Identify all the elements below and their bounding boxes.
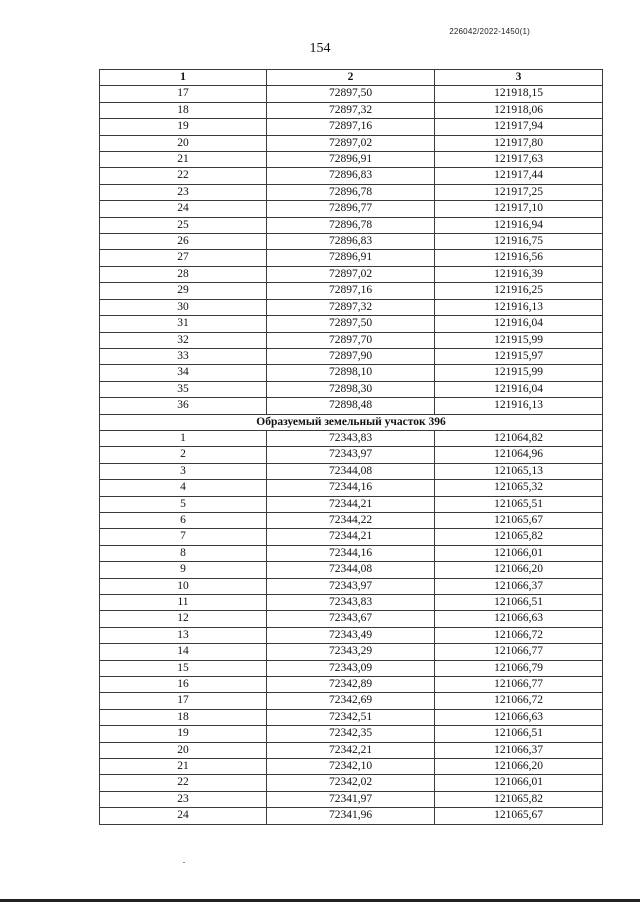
x-coordinate-cell: 72343,49 (267, 627, 435, 643)
y-coordinate-cell: 121916,04 (435, 316, 603, 332)
x-coordinate-cell: 72897,16 (267, 119, 435, 135)
y-coordinate-cell: 121064,96 (435, 447, 603, 463)
y-coordinate-cell: 121916,75 (435, 234, 603, 250)
table-row (100, 299, 603, 315)
table-row (100, 201, 603, 217)
table-row (100, 266, 603, 282)
x-coordinate-cell: 72896,77 (267, 201, 435, 217)
y-coordinate-cell: 121066,51 (435, 595, 603, 611)
point-number-cell: 1 (100, 430, 267, 446)
x-coordinate-cell: 72343,83 (267, 595, 435, 611)
table-row (100, 365, 603, 381)
x-coordinate-cell: 72897,90 (267, 348, 435, 364)
x-coordinate-cell: 72341,97 (267, 791, 435, 807)
y-coordinate-cell: 121915,97 (435, 348, 603, 364)
table-body-previous-parcel (100, 86, 603, 414)
y-coordinate-cell: 121917,94 (435, 119, 603, 135)
y-coordinate-cell: 121065,13 (435, 463, 603, 479)
x-coordinate-cell: 72897,50 (267, 86, 435, 102)
table-row (100, 119, 603, 135)
y-coordinate-cell: 121916,94 (435, 217, 603, 233)
x-coordinate-cell: 72896,91 (267, 152, 435, 168)
table-row (100, 332, 603, 348)
x-coordinate-cell: 72896,91 (267, 250, 435, 266)
table-row (100, 529, 603, 545)
point-number-cell: 30 (100, 299, 267, 315)
x-coordinate-cell: 72897,70 (267, 332, 435, 348)
y-coordinate-cell: 121066,37 (435, 742, 603, 758)
x-coordinate-cell: 72342,69 (267, 693, 435, 709)
point-number-cell: 21 (100, 759, 267, 775)
point-number-cell: 22 (100, 775, 267, 791)
x-coordinate-cell: 72343,67 (267, 611, 435, 627)
x-coordinate-cell: 72344,08 (267, 562, 435, 578)
point-number-cell: 32 (100, 332, 267, 348)
table-row (100, 496, 603, 512)
point-number-cell: 29 (100, 283, 267, 299)
point-number-cell: 7 (100, 529, 267, 545)
x-coordinate-cell: 72897,02 (267, 135, 435, 151)
y-coordinate-cell: 121066,72 (435, 627, 603, 643)
table-row (100, 611, 603, 627)
table-row (100, 677, 603, 693)
y-coordinate-cell: 121066,37 (435, 578, 603, 594)
y-coordinate-cell: 121917,63 (435, 152, 603, 168)
x-coordinate-cell: 72896,78 (267, 184, 435, 200)
y-coordinate-cell: 121065,82 (435, 791, 603, 807)
table-row (100, 250, 603, 266)
table-row (100, 791, 603, 807)
x-coordinate-cell: 72897,50 (267, 316, 435, 332)
table-row (100, 595, 603, 611)
section-title: Образуемый земельный участок 396 (100, 414, 603, 430)
point-number-cell: 17 (100, 86, 267, 102)
y-coordinate-cell: 121065,67 (435, 512, 603, 528)
x-coordinate-cell: 72898,30 (267, 381, 435, 397)
point-number-cell: 14 (100, 644, 267, 660)
y-coordinate-cell: 121066,01 (435, 775, 603, 791)
x-coordinate-cell: 72342,02 (267, 775, 435, 791)
y-coordinate-cell: 121915,99 (435, 332, 603, 348)
y-coordinate-cell: 121916,39 (435, 266, 603, 282)
point-number-cell: 19 (100, 119, 267, 135)
y-coordinate-cell: 121916,56 (435, 250, 603, 266)
point-number-cell: 9 (100, 562, 267, 578)
point-number-cell: 20 (100, 135, 267, 151)
coordinates-table (99, 69, 603, 825)
y-coordinate-cell: 121916,13 (435, 398, 603, 414)
y-coordinate-cell: 121917,10 (435, 201, 603, 217)
y-coordinate-cell: 121918,06 (435, 102, 603, 118)
point-number-cell: 12 (100, 611, 267, 627)
table-row (100, 86, 603, 102)
point-number-cell: 23 (100, 791, 267, 807)
point-number-cell: 5 (100, 496, 267, 512)
table-row (100, 381, 603, 397)
y-coordinate-cell: 121917,25 (435, 184, 603, 200)
y-coordinate-cell: 121066,77 (435, 677, 603, 693)
point-number-cell: 10 (100, 578, 267, 594)
table-row (100, 512, 603, 528)
y-coordinate-cell: 121066,20 (435, 562, 603, 578)
column-header: 3 (435, 70, 603, 86)
point-number-cell: 23 (100, 184, 267, 200)
table-row (100, 283, 603, 299)
x-coordinate-cell: 72344,21 (267, 496, 435, 512)
table-row (100, 463, 603, 479)
point-number-cell: 22 (100, 168, 267, 184)
table-row (100, 184, 603, 200)
point-number-cell: 15 (100, 660, 267, 676)
table-row (100, 348, 603, 364)
scan-speck (183, 862, 185, 863)
table-row (100, 644, 603, 660)
column-header: 1 (100, 70, 267, 86)
y-coordinate-cell: 121066,51 (435, 726, 603, 742)
table-row (100, 480, 603, 496)
x-coordinate-cell: 72343,97 (267, 578, 435, 594)
point-number-cell: 2 (100, 447, 267, 463)
y-coordinate-cell: 121066,63 (435, 709, 603, 725)
point-number-cell: 20 (100, 742, 267, 758)
table-row (100, 808, 603, 824)
table-row (100, 234, 603, 250)
x-coordinate-cell: 72896,83 (267, 168, 435, 184)
point-number-cell: 8 (100, 545, 267, 561)
x-coordinate-cell: 72898,48 (267, 398, 435, 414)
table-row (100, 759, 603, 775)
table-row (100, 447, 603, 463)
page-number: 154 (309, 41, 331, 56)
x-coordinate-cell: 72343,09 (267, 660, 435, 676)
footer-rule (0, 899, 640, 902)
point-number-cell: 4 (100, 480, 267, 496)
point-number-cell: 16 (100, 677, 267, 693)
point-number-cell: 33 (100, 348, 267, 364)
y-coordinate-cell: 121065,67 (435, 808, 603, 824)
table-row (100, 709, 603, 725)
table-row (100, 430, 603, 446)
y-coordinate-cell: 121917,44 (435, 168, 603, 184)
point-number-cell: 24 (100, 808, 267, 824)
point-number-cell: 18 (100, 709, 267, 725)
table-row (100, 726, 603, 742)
x-coordinate-cell: 72343,29 (267, 644, 435, 660)
point-number-cell: 27 (100, 250, 267, 266)
y-coordinate-cell: 121065,82 (435, 529, 603, 545)
point-number-cell: 6 (100, 512, 267, 528)
y-coordinate-cell: 121066,79 (435, 660, 603, 676)
x-coordinate-cell: 72897,16 (267, 283, 435, 299)
table-row (100, 562, 603, 578)
table-row (100, 627, 603, 643)
point-number-cell: 24 (100, 201, 267, 217)
y-coordinate-cell: 121916,04 (435, 381, 603, 397)
x-coordinate-cell: 72341,96 (267, 808, 435, 824)
y-coordinate-cell: 121064,82 (435, 430, 603, 446)
table-row (100, 217, 603, 233)
x-coordinate-cell: 72898,10 (267, 365, 435, 381)
x-coordinate-cell: 72897,02 (267, 266, 435, 282)
x-coordinate-cell: 72344,16 (267, 545, 435, 561)
y-coordinate-cell: 121915,99 (435, 365, 603, 381)
x-coordinate-cell: 72342,51 (267, 709, 435, 725)
table-row (100, 775, 603, 791)
table-row (100, 660, 603, 676)
document-id: 226042/2022-1450(1) (449, 27, 530, 36)
point-number-cell: 36 (100, 398, 267, 414)
x-coordinate-cell: 72343,97 (267, 447, 435, 463)
x-coordinate-cell: 72343,83 (267, 430, 435, 446)
table-row (100, 545, 603, 561)
point-number-cell: 31 (100, 316, 267, 332)
point-number-cell: 11 (100, 595, 267, 611)
table-row (100, 168, 603, 184)
x-coordinate-cell: 72896,78 (267, 217, 435, 233)
x-coordinate-cell: 72344,08 (267, 463, 435, 479)
table-row (100, 102, 603, 118)
table-row (100, 316, 603, 332)
point-number-cell: 35 (100, 381, 267, 397)
y-coordinate-cell: 121066,72 (435, 693, 603, 709)
x-coordinate-cell: 72897,32 (267, 102, 435, 118)
point-number-cell: 3 (100, 463, 267, 479)
column-header: 2 (267, 70, 435, 86)
point-number-cell: 21 (100, 152, 267, 168)
section-title-row (100, 414, 603, 430)
x-coordinate-cell: 72342,89 (267, 677, 435, 693)
point-number-cell: 17 (100, 693, 267, 709)
table-row (100, 398, 603, 414)
y-coordinate-cell: 121065,32 (435, 480, 603, 496)
x-coordinate-cell: 72342,21 (267, 742, 435, 758)
point-number-cell: 19 (100, 726, 267, 742)
x-coordinate-cell: 72896,83 (267, 234, 435, 250)
x-coordinate-cell: 72344,16 (267, 480, 435, 496)
y-coordinate-cell: 121066,77 (435, 644, 603, 660)
section-header (100, 414, 603, 430)
y-coordinate-cell: 121916,13 (435, 299, 603, 315)
x-coordinate-cell: 72342,10 (267, 759, 435, 775)
table-row (100, 742, 603, 758)
table-header-row (100, 70, 603, 86)
x-coordinate-cell: 72344,21 (267, 529, 435, 545)
point-number-cell: 13 (100, 627, 267, 643)
table-body-parcel-396 (100, 430, 603, 824)
y-coordinate-cell: 121065,51 (435, 496, 603, 512)
y-coordinate-cell: 121918,15 (435, 86, 603, 102)
y-coordinate-cell: 121066,63 (435, 611, 603, 627)
y-coordinate-cell: 121916,25 (435, 283, 603, 299)
point-number-cell: 34 (100, 365, 267, 381)
table-row (100, 152, 603, 168)
y-coordinate-cell: 121066,20 (435, 759, 603, 775)
point-number-cell: 28 (100, 266, 267, 282)
x-coordinate-cell: 72344,22 (267, 512, 435, 528)
table-row (100, 578, 603, 594)
y-coordinate-cell: 121917,80 (435, 135, 603, 151)
point-number-cell: 26 (100, 234, 267, 250)
table-row (100, 135, 603, 151)
point-number-cell: 18 (100, 102, 267, 118)
table-row (100, 693, 603, 709)
y-coordinate-cell: 121066,01 (435, 545, 603, 561)
x-coordinate-cell: 72897,32 (267, 299, 435, 315)
x-coordinate-cell: 72342,35 (267, 726, 435, 742)
point-number-cell: 25 (100, 217, 267, 233)
